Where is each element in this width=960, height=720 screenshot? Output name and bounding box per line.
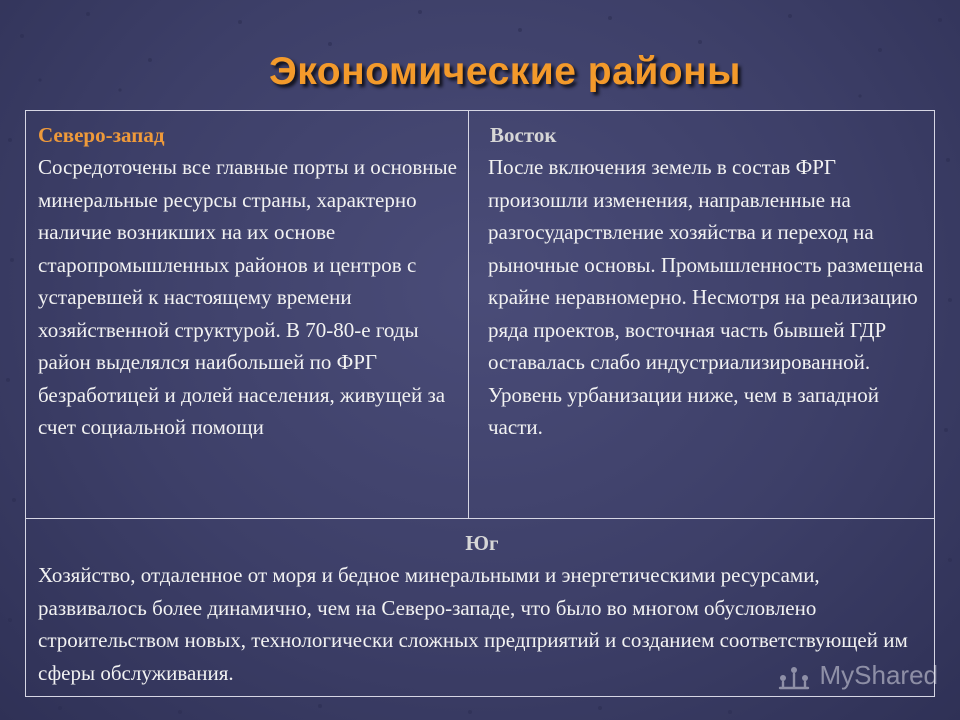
south-text: Хозяйство, отдаленное от моря и бедное минеральными и энергетическими ресурсами, развивалось более динамично, чем на Северо-западе, что было во многом обусловлено строительством новых, технологически сложных предприятий и созданием соответствующей им сферы обслуживания.	[38, 563, 908, 685]
northwest-text: Сосредоточены все главные порты и основные минеральные ресурсы страны, характерно наличие возникших на их основе старопромышленных районов и центров с устаревшей к настоящему времени хозяйственной структурой. В 70-80-е годы район выделялся наибольшей по ФРГ безработицей и долей населения, живущей за счет социальной помощи	[38, 155, 457, 439]
east-heading: Восток	[490, 123, 557, 147]
regions-table	[25, 110, 935, 697]
east-text: После включения земель в состав ФРГ произошли изменения, направленные на разгосударствление хозяйства и переход на рыночные основы. Промышленность размещена крайне неравномерно. Несмотря на реализацию ряда проектов, восточная часть бывшей ГДР оставалась слабо индустриализированной. Уровень урбанизации ниже, чем в западной части.	[488, 155, 924, 439]
east-cell	[469, 111, 934, 519]
slide-title: Экономические районы	[269, 50, 741, 93]
south-heading: Юг	[465, 531, 499, 555]
myshared-logo-icon	[774, 658, 814, 692]
northwest-cell	[26, 111, 469, 519]
watermark-text: MyShared	[819, 659, 938, 690]
northwest-heading: Северо-запад	[38, 123, 165, 147]
watermark	[774, 658, 939, 692]
